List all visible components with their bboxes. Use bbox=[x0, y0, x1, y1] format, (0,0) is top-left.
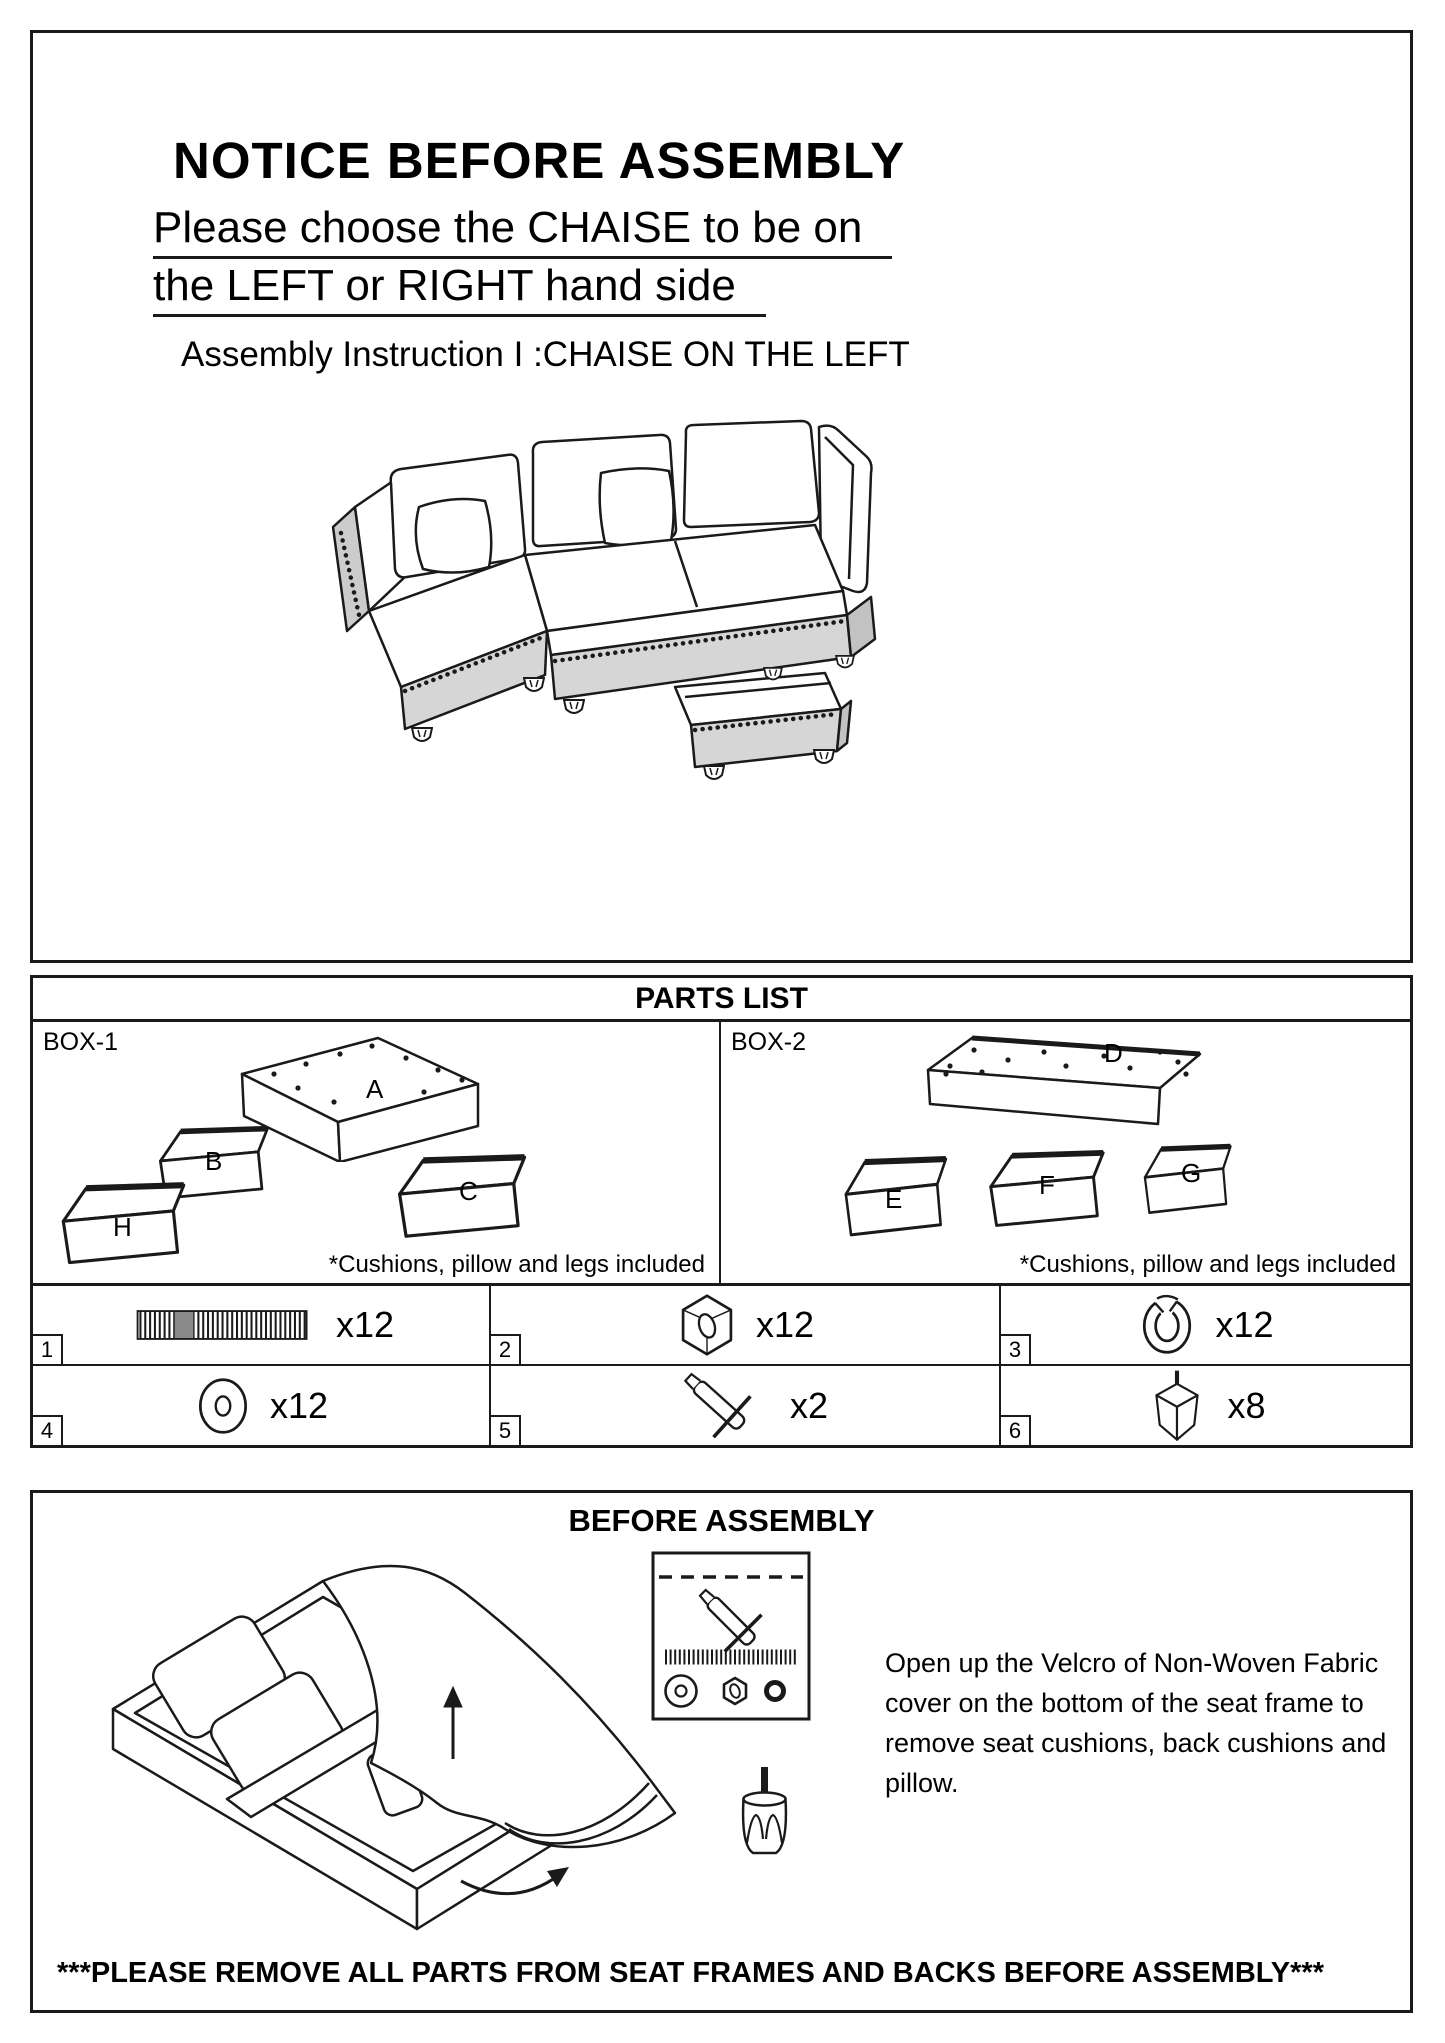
parts-boxes-row bbox=[33, 1022, 1410, 1286]
before-assembly-section bbox=[30, 1490, 1413, 2013]
flat-washer-icon bbox=[666, 1676, 697, 1707]
part-C bbox=[391, 1152, 531, 1252]
part-D bbox=[916, 1030, 1206, 1130]
part-label-F: F bbox=[1039, 1170, 1055, 1200]
hardware-cell-1 bbox=[33, 1286, 491, 1366]
assembly-instruction-line: Assembly Instruction I :CHAISE ON THE LEFT bbox=[181, 335, 910, 374]
hex-nut-icon bbox=[676, 1290, 738, 1360]
hardware-number: 2 bbox=[491, 1334, 521, 1364]
box1-label: BOX-1 bbox=[43, 1028, 119, 1056]
sofa-leg-illustration bbox=[733, 1765, 795, 1863]
hardware-qty: x12 bbox=[1215, 1304, 1274, 1345]
hardware-qty: x12 bbox=[755, 1304, 815, 1345]
parts-list-header: PARTS LIST bbox=[33, 978, 1410, 1022]
hardware-qty: x2 bbox=[789, 1384, 829, 1426]
spring-washer-icon bbox=[1137, 1291, 1197, 1359]
hardware-qty: x12 bbox=[335, 1304, 395, 1345]
part-E bbox=[839, 1154, 951, 1250]
box2-cell bbox=[721, 1022, 1410, 1283]
hardware-grid bbox=[33, 1286, 1410, 1445]
subtitle-line-1: Please choose the CHAISE to be on bbox=[153, 203, 892, 259]
hardware-number: 3 bbox=[1001, 1334, 1031, 1364]
box2-note: *Cushions, pillow and legs included bbox=[1019, 1251, 1396, 1278]
part-label-A: A bbox=[366, 1074, 384, 1104]
sofa-illustration bbox=[295, 415, 915, 780]
hardware-cell-5 bbox=[491, 1366, 1001, 1445]
hardware-number: 4 bbox=[33, 1415, 63, 1445]
box1-note: *Cushions, pillow and legs included bbox=[328, 1251, 705, 1278]
part-label-C: C bbox=[459, 1176, 478, 1206]
hardware-number: 1 bbox=[33, 1334, 63, 1364]
subtitle-line-2: the LEFT or RIGHT hand side bbox=[153, 261, 766, 317]
hardware-kit-box bbox=[651, 1551, 811, 1721]
parts-list-section bbox=[30, 975, 1413, 1448]
leg-icon bbox=[1145, 1369, 1209, 1443]
allen-key-icon bbox=[662, 1370, 772, 1442]
part-G bbox=[1139, 1142, 1235, 1226]
before-assembly-note: Open up the Velcro of Non-Woven Fabric cover on the bottom of the seat frame to remove seat cushions, back cushions and pillow. bbox=[885, 1648, 1387, 1798]
before-assembly-footer: ***PLEASE REMOVE ALL PARTS FROM SEAT FRAMES AND BACKS BEFORE ASSEMBLY*** bbox=[57, 1957, 1325, 1989]
before-assembly-header: BEFORE ASSEMBLY bbox=[568, 1503, 875, 1538]
page-title: NOTICE BEFORE ASSEMBLY bbox=[173, 132, 906, 189]
hardware-cell-3 bbox=[1001, 1286, 1410, 1366]
box2-label: BOX-2 bbox=[731, 1028, 807, 1056]
part-label-B: B bbox=[205, 1146, 223, 1176]
hex-nut-icon bbox=[724, 1678, 746, 1704]
hardware-cell-4 bbox=[33, 1366, 491, 1445]
bolt-stud-icon bbox=[128, 1299, 318, 1351]
hardware-cell-6 bbox=[1001, 1366, 1410, 1445]
flat-washer-icon bbox=[194, 1374, 252, 1438]
hardware-cell-2 bbox=[491, 1286, 1001, 1366]
part-label-G: G bbox=[1181, 1158, 1202, 1188]
part-label-H: H bbox=[113, 1212, 132, 1242]
hardware-qty: x12 bbox=[269, 1384, 329, 1426]
sectional-sofa-drawing bbox=[295, 415, 915, 780]
hardware-number: 6 bbox=[1001, 1415, 1031, 1445]
hardware-number: 5 bbox=[491, 1415, 521, 1445]
box1-cell bbox=[33, 1022, 721, 1283]
part-label-D: D bbox=[1104, 1038, 1123, 1068]
notice-section bbox=[30, 30, 1413, 963]
hardware-qty: x8 bbox=[1227, 1384, 1266, 1426]
seat-frame-illustration bbox=[61, 1551, 691, 1961]
part-label-E: E bbox=[885, 1184, 903, 1214]
part-F bbox=[983, 1148, 1109, 1240]
part-H bbox=[55, 1180, 190, 1278]
